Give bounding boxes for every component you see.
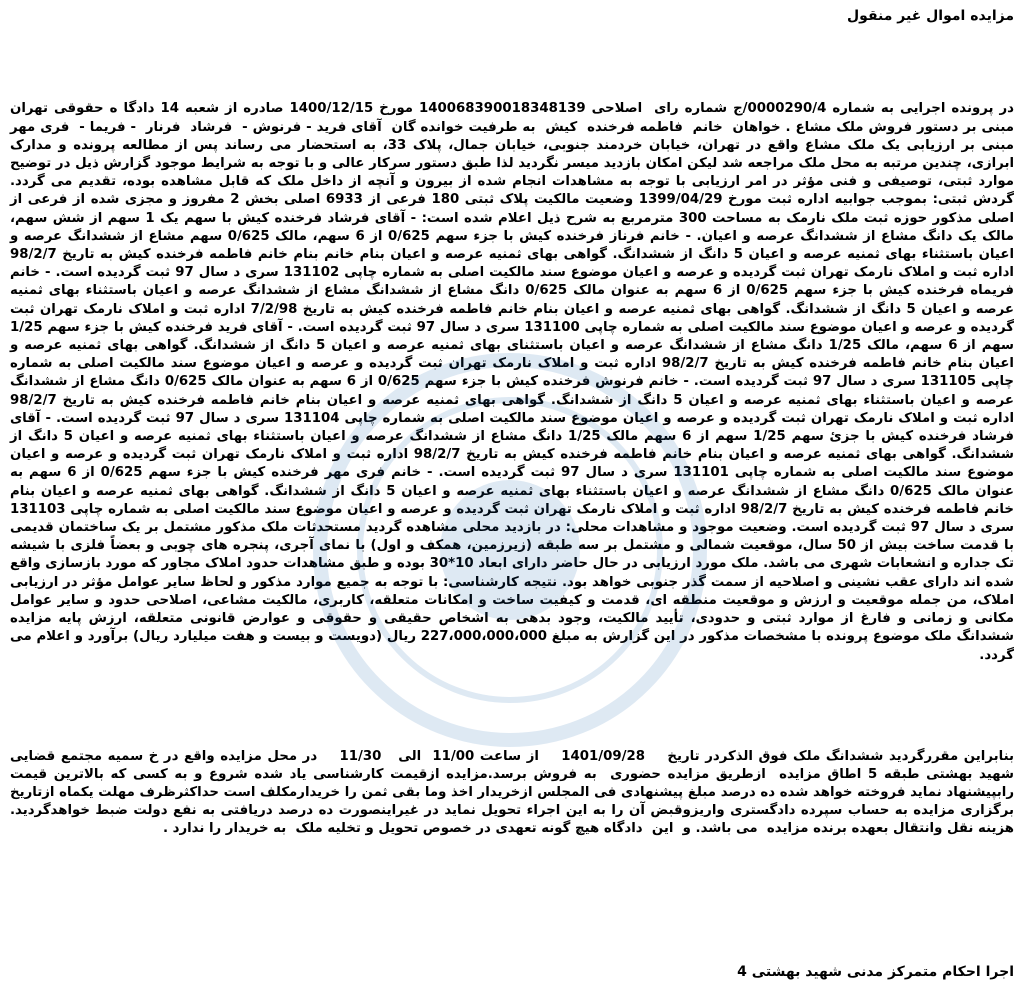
document-title: مزایده اموال غیر منقول xyxy=(847,8,1014,24)
paragraph-gap xyxy=(10,701,1014,711)
document-body xyxy=(5,64,1015,875)
paragraph-appraisal: در پرونده اجرایی به شماره 0000290/4/ج شماره رای اصلاحی 140068390018348139 مورخ 1400/12/15 صادره از شعبه 14 دادگا ه حقوقی تهران مبنی بر دستور فروش ملک مشاع . خواهان خانم فاطمه فرخنده کیش به طرفیت خوانده گان آقای فرید - فرنوش - فرشاد فرنار - فریما - فری مهر مبنی بر ارزیابی یک ملک مشاع واقع در تهران، خیابان خردمند جنوبی، خیابان جمال، پلاک 33، به استحضار می رساند پس از مطالعه پرونده و مدارک ابرازی، چندین مرتبه به محل ملک مراجعه شد لیکن امکان بازدید میسر نگردید لذا طبق دستور سرکار عالی و با توجه به شرایط موجود گزارش ذیل در توضیح موارد ثبتی، توصیفی و فنی مؤثر در امر ارزیابی با توجه به مشاهدات انجام شده از بیرون و آنچه از داخل ملک که قابل مشاهده بوده، تقدیم می گردد. گردش ثبتی: بموجب جوابیه اداره ثبت مورخ 1399/04/29 وضعیت مالکیت پلاک ثبتی 180 فرعی از 6933 اصلی بخش 2 مفروز و مجزی شده از فرعی از اصلی مذکور حوزه ثبت ملک نارمک به مساحت 300 مترمربع به شرح ذیل اعلام شده است: - آقای فرشاد فرخنده کیش با سهم یک 1 سهم از شش سهم، مالک یک دانگ مشاع از ششدانگ عرصه و اعیان. - خانم فرناز فرخنده کیش با جزء سهم 0/625 از 6 سهم، مالک 0/625 سهم مشاع از ششدانگ عرصه و اعیان باستثناء بهای ثمنیه عرصه و اعیان 5 دانگ از ششدانگ. گواهی بهای ثمنیه عرصه و اعیان بنام خانم بنام خانم فاطمه فرخنده کیش به تاریخ 98/2/7 اداره ثبت و املاک نارمک تهران ثبت گردیده و عرصه و اعیان موضوع سند مالکیت اصلی به شماره چاپی 131102 سری د سال 97 ثبت گردیده است. - خانم فریماه فرخنده کیش با جزء سهم 0/625 از 6 سهم به عنوان مالک 0/625 دانگ مشاع از ششدانگ مشاع از ششدانگ عرصه و اعیان باستثناء بهای ثمنیه عرصه و اعیان 5 دانگ از ششدانگ. گواهی بهای ثمنیه عرصه و اعیان بنام خانم فاطمه فرخنده کیش به تاریخ 7/2/98 اداره ثبت و املاک نارمک تهران ثبت گردیده و عرصه و اعیان موضوع سند مالکیت اصلی به شماره چاپی 131100 سری د سال 97 ثبت گردیده است. - آقای فرید فرخنده کیش با جزء سهم 1/25 سهم از 6 سهم، مالک 1/25 دانگ مشاع از ششدانگ عرصه و اعیان باستثنای بهای ثمنیه عرصه و اعیان 5 دانگ از ششدانگ. گواهی بهای ثمنیه عرصه و اعیان بنام خانم فاطمه فرخنده کیش به تاریخ 98/2/7 اداره ثبت و املاک نارمک تهران ثبت گردیده و عرصه و اعیان موضوع سند مالکیت اصلی به شماره چاپی 131105 سری د سال 97 ثبت گردیده است. - خانم فرنوش فرخنده کیش با جزء سهم 0/625 از 6 سهم به عنوان مالک 0/625 دانگ مشاع از ششدانگ عرصه و اعیان باستثناء بهای ثمنیه عرصه و اعیان 5 دانگ از ششدانگ. گواهی بهای ثمنیه عرصه و اعیان بنام خانم فاطمه فرخنده کیش به تاریخ 98/2/7 اداره ثبت و املاک نارمک تهران ثبت گردیده و عرصه و اعیان موضوع سند مالکیت اصلی به شماره چاپی 131104 سری د سال 97 ثبت گردیده است. - آقای فرشاد فرخنده کیش با جزئ سهم 1/25 سهم از 6 سهم مالک 1/25 دانگ مشاع از ششدانگ عرصه و اعیان باستثناء بهای ثمنیه عرصه و اعیان 5 دانگ از ششدانگ. گواهی بهای ثمنیه عرصه و اعیان بنام خانم فاطمه فرخنده کیش به تاریخ 98/2/7 اداره ثبت و املاک نارمک تهران ثبت گردیده و عرصه و اعیان موضوع سند مالکیت اصلی به شماره چاپی 131101 سری د سال 97 ثبت گردیده است. - خانم فری مهر فرخنده کیش با جزء سهم 0/625 از 6 سهم به عنوان مالک 0/625 دانگ مشاع از ششدانگ عرصه و اعیان باستثناء بهای ثمنیه عرصه و اعیان 5 دانگ از ششدانگ. گواهی بهای ثمنیه عرصه و اعیان بنام خانم فاطمه فرخنده کیش به تاریخ 98/2/7 اداره ثبت و املاک نارمک تهران ثبت گردیده و عرصه و اعیان موضوع سند مالکیت اصلی به شماره چاپی 131103 سری د سال 97 ثبت گردیده است. وضعیت موجود و مشاهدات محلی: در بازدید محلی مشاهده گردید مستحدثات ملک مذکور مشتمل بر یک ساختمان قدیمی با قدمت ساخت بیش از 50 سال، موقعیت شمالی و مشتمل بر سه طبقه (زیرزمین، همکف و اول) با نمای آجری، پنجره های چوبی و بعضاً فلزی با شیشه تک جداره و انشعابات شهری می باشد. ملک مورد ارزیابی در حال حاضر دارای ابعاد 10*30 بوده و طبق مشاهدات حدود املاک مجاور که مورد بازسازی واقع شده اند دارای عقب نشینی و اصلاحیه از سمت گذر جنوبی خواهد بود. نتیجه کارشناسی: با توجه به جمیع موارد مذکور و لحاظ سایر عوامل مؤثر در ارزیابی املاک، من جمله موقعیت و ارزش و موقعیت منطقه ای، قدمت و کیفیت ساخت و امکانات متعلقه، کاربری، مالکیت مشاعی، اصلاحی حدود و سایر عوامل مکانی و زمانی و فارغ از موارد ثبتی و حدودی، تأیید مالکیت، وجود بدهی به اشخاص حقیقی و حقوقی و عوارض قانونی متعلقه، ارزش پایه مزایده ششدانگ ملک موضوع پرونده با مشخصات مذکور در این گزارش به مبلغ 227،000،000،000 ریال (دویست و بیست و هفت میلیارد ریال) برآورد و اعلام می گردد. xyxy=(5,101,1015,663)
document-footer: اجرا احکام متمرکز مدنی شهید بهشتی 4 xyxy=(737,964,1014,980)
paragraph-auction-terms: بنابراین مقررگردید ششدانگ ملک فوق الذکردر تاریخ 1401/09/28 از ساعت 11/00 الی 11/30 در محل مزایده واقع در خ سمیه مجتمع قضایی شهید بهشتی طبقه 5 اطاق مزایده ازطریق مزایده حضوری به فروش برسد.مزایده ازقیمت کارشناسی یاد شده شروع و به کسی که بالاترین قیمت رابپیشنهاد نماید فروخته خواهد شده ده درصد مبلغ پیشنهادی فی المجلس ازخریدار اخذ وما بقی ثمن را خریدارمکلف است حداکثرظرف مهلت یکماه ازتاریخ برگزاری مزایده به حساب سپرده دادگستری واریزوقبض آن را به این اجراء تحویل نماید در غیراینصورت ده درصد دریافتی به نفع دولت ضبط خواهدگردید. هزینه نقل وانتقال بعهده برنده مزایده می باشد. و این دادگاه هیچ گونه تعهدی در خصوص تحویل و تخلیه ملک به خریدار را ندارد . xyxy=(5,748,1014,837)
